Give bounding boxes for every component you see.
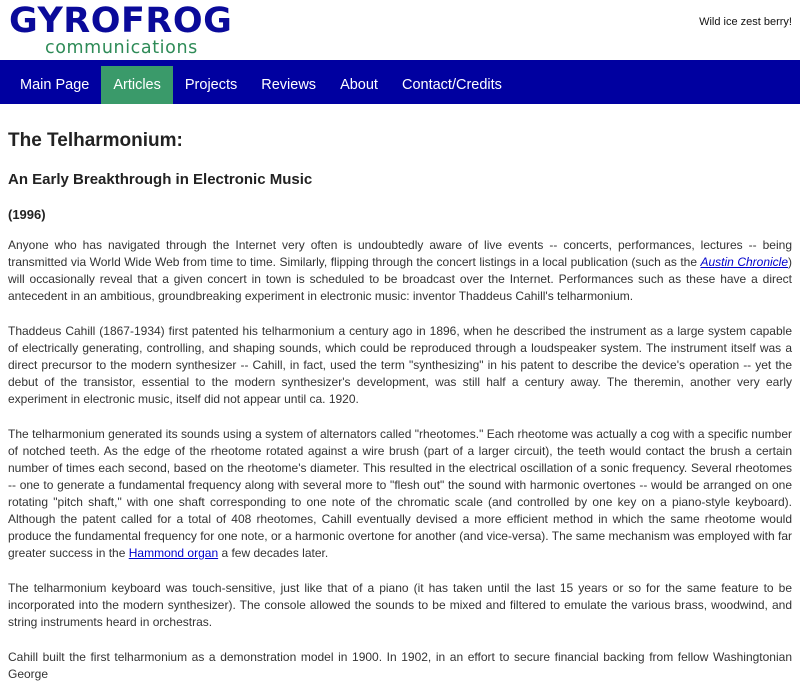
paragraph-text: Anyone who has navigated through the Internet very often is undoubtedly aware of live events -- concerts, performances, lectures -- being transmitted via World Wide Web from time to time. Similarly, flipping through the concert listings in a local publication (such as the [8, 238, 792, 269]
article-paragraph [8, 237, 792, 305]
article-subtitle: An Early Breakthrough in Electronic Music [8, 171, 313, 188]
paragraph-text: a few decades later. [218, 546, 329, 560]
nav-reviews[interactable]: Reviews [261, 77, 317, 93]
logo-subtitle: communications [45, 38, 198, 58]
site-header [0, 0, 800, 60]
article-paragraph: Thaddeus Cahill (1867-1934) first patented his telharmonium a century ago in 1896, when he described the instrument as a large system capable of electrically generating, controlling, and shaping sounds, which could be reproduced through a loudspeaker system. The instrument itself was a direct precursor to the modern synthesizer -- Cahill, in fact, used the term "synthesizing" in his patent to describe the device's operation -- yet the debut of the transistor, essential to the modern synthesizer's development, was still half a century away. The theremin, another very early experiment in electronic music, itself did not appear until ca. 1920. [8, 324, 792, 406]
hammond-organ-link[interactable]: Hammond organ [128, 546, 219, 560]
logo-wordmark: GYROFROG [9, 1, 233, 41]
article-content [8, 104, 792, 683]
article-title: The Telharmonium: [8, 130, 183, 151]
austin-chronicle-link[interactable]: Austin Chronicle [700, 255, 789, 269]
article-paragraph: Cahill built the first telharmonium as a demonstration model in 1900. In 1902, in an effort to secure financial backing from fellow Washingtonian George [8, 650, 792, 681]
article-paragraph: The telharmonium keyboard was touch-sensitive, just like that of a piano (it has taken until the last 15 years or so for the same feature to be incorporated into the modern synthesizer). The console allowed the sounds to be mixed and filtered to emulate the various brass, woodwind, and string instruments heard in orchestras. [8, 581, 792, 629]
nav-articles[interactable]: Articles [101, 66, 173, 104]
site-logo[interactable] [9, 1, 241, 58]
nav-contact-credits[interactable]: Contact/Credits [401, 77, 502, 93]
article-year: (1996) [8, 207, 46, 222]
paragraph-text: ) will occasionally reveal that a given concert in town is scheduled to be broadcast over the Internet. Performances such as these have a direct antecedent in an ambitious, groundbreaking experiment in electronic music: inventor Thaddeus Cahill's telharmonium. [8, 255, 793, 303]
nav-main-page[interactable]: Main Page [20, 77, 90, 93]
nav-projects[interactable]: Projects [184, 77, 238, 93]
article-paragraph [8, 426, 792, 562]
site-tagline: Wild ice zest berry! [699, 16, 792, 28]
main-nav [0, 60, 800, 104]
nav-about[interactable]: About [340, 77, 378, 93]
paragraph-text: The telharmonium generated its sounds using a system of alternators called "rheotomes." Each rheotome was actually a cog with a specific number of notched teeth. As the edge of the rheotome rotated against a wire brush (part of a larger circuit), the teeth would contact the brush a certain number of times each second, based on the rheotome's diameter. This resulted in the electrical oscillation of a sonic frequency. Several rheotomes -- one to generate a fundamental frequency along with several more to "flesh out" the sound with harmonic overtones -- would be arranged on one rotating "pitch shaft," with one shaft corresponding to one note of the chromatic scale (and controlled by one key on a piano-style keyboard). Although the patent called for a total of 408 rheotomes, Cahill eventually devised a more efficient method in which the same rheotome would produce the fundamental frequency for one note, or a harmonic overtone for another (and vice-versa). The same mechanism was employed with far greater success in the [8, 427, 792, 560]
